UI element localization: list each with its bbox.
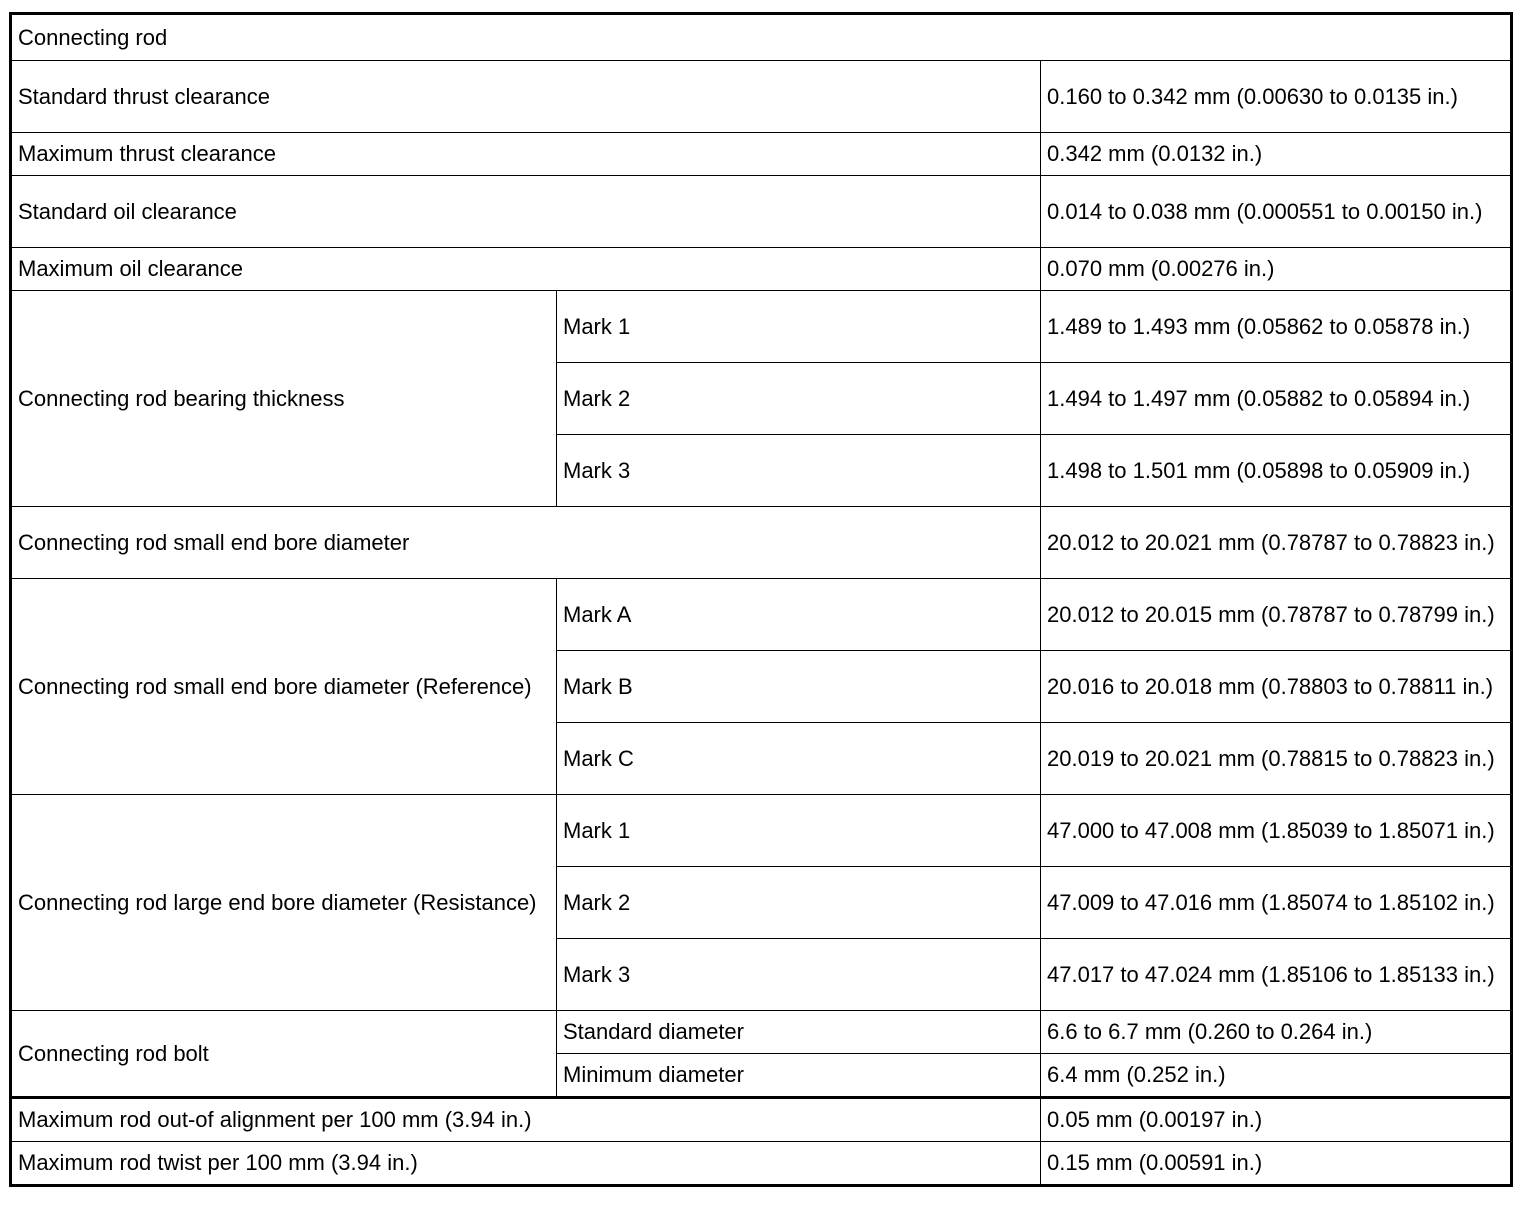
- sub-value: 20.019 to 20.021 mm (0.78815 to 0.78823 in.): [1041, 723, 1512, 795]
- table-row: [11, 1011, 1512, 1054]
- group-label: Connecting rod small end bore diameter (Reference): [11, 579, 557, 795]
- sub-value: 1.494 to 1.497 mm (0.05882 to 0.05894 in.): [1041, 363, 1512, 435]
- group-label: Connecting rod large end bore diameter (Resistance): [11, 795, 557, 1011]
- table-row: [11, 176, 1512, 248]
- row-value: 20.012 to 20.021 mm (0.78787 to 0.78823 in.): [1041, 507, 1512, 579]
- sub-value: 6.4 mm (0.252 in.): [1041, 1054, 1512, 1098]
- row-value: 0.05 mm (0.00197 in.): [1041, 1098, 1512, 1142]
- sub-value: 20.012 to 20.015 mm (0.78787 to 0.78799 in.): [1041, 579, 1512, 651]
- table-row: [11, 507, 1512, 579]
- table-header-row: [11, 14, 1512, 61]
- table-row: [11, 1098, 1512, 1142]
- table-row: [11, 248, 1512, 291]
- sub-label: Standard diameter: [557, 1011, 1041, 1054]
- table-row: [11, 61, 1512, 133]
- table-title: Connecting rod: [11, 14, 1512, 61]
- sub-value: 6.6 to 6.7 mm (0.260 to 0.264 in.): [1041, 1011, 1512, 1054]
- row-value: 0.070 mm (0.00276 in.): [1041, 248, 1512, 291]
- row-value: 0.014 to 0.038 mm (0.000551 to 0.00150 in.): [1041, 176, 1512, 248]
- sub-label: Mark 1: [557, 795, 1041, 867]
- sub-value: 1.498 to 1.501 mm (0.05898 to 0.05909 in.): [1041, 435, 1512, 507]
- row-value: 0.160 to 0.342 mm (0.00630 to 0.0135 in.): [1041, 61, 1512, 133]
- sub-label: Mark 2: [557, 867, 1041, 939]
- row-label: Standard oil clearance: [11, 176, 1041, 248]
- table-row: [11, 291, 1512, 363]
- sub-label: Mark 2: [557, 363, 1041, 435]
- sub-label: Mark 3: [557, 435, 1041, 507]
- sub-label: Mark B: [557, 651, 1041, 723]
- row-label: Maximum rod twist per 100 mm (3.94 in.): [11, 1142, 1041, 1186]
- table-row: [11, 795, 1512, 867]
- group-label: Connecting rod bolt: [11, 1011, 557, 1098]
- group-label: Connecting rod bearing thickness: [11, 291, 557, 507]
- sub-label: Mark A: [557, 579, 1041, 651]
- row-value: 0.342 mm (0.0132 in.): [1041, 133, 1512, 176]
- row-label: Maximum oil clearance: [11, 248, 1041, 291]
- row-label: Standard thrust clearance: [11, 61, 1041, 133]
- row-value: 0.15 mm (0.00591 in.): [1041, 1142, 1512, 1186]
- sub-value: 47.017 to 47.024 mm (1.85106 to 1.85133 in.): [1041, 939, 1512, 1011]
- sub-value: 47.009 to 47.016 mm (1.85074 to 1.85102 in.): [1041, 867, 1512, 939]
- connecting-rod-spec-table: [9, 12, 1513, 1187]
- table-row: [11, 579, 1512, 651]
- row-label: Maximum thrust clearance: [11, 133, 1041, 176]
- row-label: Connecting rod small end bore diameter: [11, 507, 1041, 579]
- table-row: [11, 1142, 1512, 1186]
- sub-value: 1.489 to 1.493 mm (0.05862 to 0.05878 in.): [1041, 291, 1512, 363]
- sub-label: Mark C: [557, 723, 1041, 795]
- sub-label: Mark 3: [557, 939, 1041, 1011]
- row-label: Maximum rod out-of alignment per 100 mm (3.94 in.): [11, 1098, 1041, 1142]
- sub-label: Minimum diameter: [557, 1054, 1041, 1098]
- sub-value: 47.000 to 47.008 mm (1.85039 to 1.85071 in.): [1041, 795, 1512, 867]
- sub-value: 20.016 to 20.018 mm (0.78803 to 0.78811 in.): [1041, 651, 1512, 723]
- table-row: [11, 133, 1512, 176]
- sub-label: Mark 1: [557, 291, 1041, 363]
